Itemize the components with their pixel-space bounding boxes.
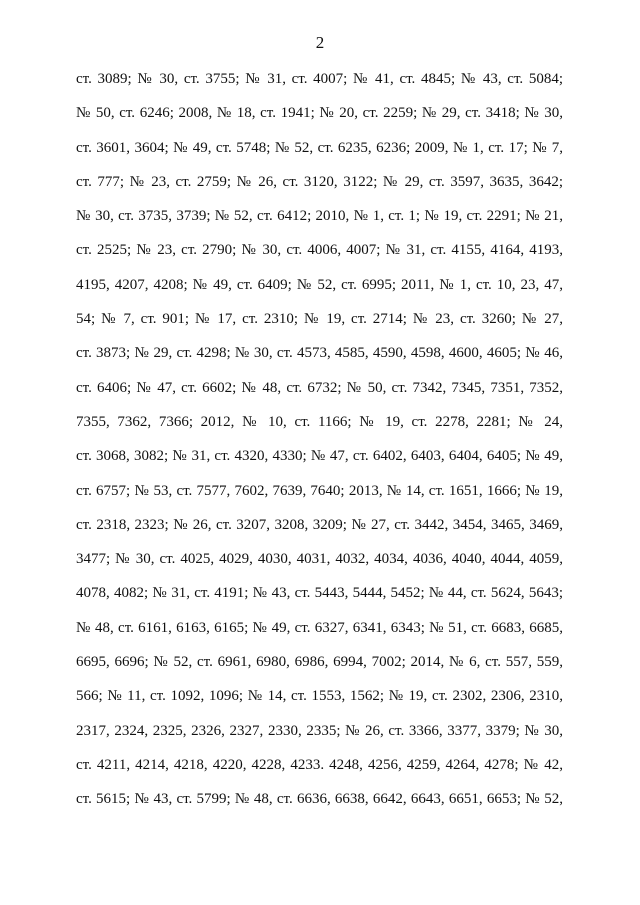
text-line: № 48, ст. 6161, 6163, 6165; № 49, ст. 6327, 6341, 6343; № 51, ст. 6683, 6685, [76,619,563,636]
text-line: 4195, 4207, 4208; № 49, ст. 6409; № 52, ст. 6995; 2011, № 1, ст. 10, 23, 47, [76,276,563,293]
text-line: 4078, 4082; № 31, ст. 4191; № 43, ст. 5443, 5444, 5452; № 44, ст. 5624, 5643; [76,585,563,602]
text-line: 2317, 2324, 2325, 2326, 2327, 2330, 2335; № 26, ст. 3366, 3377, 3379; № 30, [76,722,563,739]
text-line: ст. 6406; № 47, ст. 6602; № 48, ст. 6732; № 50, ст. 7342, 7345, 7351, 7352, [76,379,563,396]
text-line: ст. 2525; № 23, ст. 2790; № 30, ст. 4006, 4007; № 31, ст. 4155, 4164, 4193, [76,242,563,259]
text-line: 3477; № 30, ст. 4025, 4029, 4030, 4031, 4032, 4034, 4036, 4040, 4044, 4059, [76,551,563,568]
page-number: 2 [315,33,325,52]
text-line: ст. 3873; № 29, ст. 4298; № 30, ст. 4573, 4585, 4590, 4598, 4600, 4605; № 46, [76,345,563,362]
text-line: ст. 2318, 2323; № 26, ст. 3207, 3208, 3209; № 27, ст. 3442, 3454, 3465, 3469, [76,516,563,533]
text-line: ст. 777; № 23, ст. 2759; № 26, ст. 3120, 3122; № 29, ст. 3597, 3635, 3642; [76,173,563,190]
text-line: ст. 4211, 4214, 4218, 4220, 4228, 4233. 4248, 4256, 4259, 4264, 4278; № 42, [76,756,563,773]
text-line: № 50, ст. 6246; 2008, № 18, ст. 1941; № 20, ст. 2259; № 29, ст. 3418; № 30, [76,105,563,122]
text-line: ст. 3068, 3082; № 31, ст. 4320, 4330; № 47, ст. 6402, 6403, 6404, 6405; № 49, [76,448,563,465]
text-line: 54; № 7, ст. 901; № 17, ст. 2310; № 19, ст. 2714; № 23, ст. 3260; № 27, [76,311,563,328]
text-line: ст. 6757; № 53, ст. 7577, 7602, 7639, 7640; 2013, № 14, ст. 1651, 1666; № 19, [76,482,563,499]
text-line: 7355, 7362, 7366; 2012, № 10, ст. 1166; № 19, ст. 2278, 2281; № 24, [76,413,563,430]
text-line: ст. 3089; № 30, ст. 3755; № 31, ст. 4007; № 41, ст. 4845; № 43, ст. 5084; [76,71,563,87]
text-line: 566; № 11, ст. 1092, 1096; № 14, ст. 1553, 1562; № 19, ст. 2302, 2306, 2310, [76,688,563,705]
body-text [76,62,563,817]
text-line: ст. 3601, 3604; № 49, ст. 5748; № 52, ст. 6235, 6236; 2009, № 1, ст. 17; № 7, [76,139,563,156]
text-line: ст. 5615; № 43, ст. 5799; № 48, ст. 6636, 6638, 6642, 6643, 6651, 6653; № 52, [76,791,563,808]
text-line: 6695, 6696; № 52, ст. 6961, 6980, 6986, 6994, 7002; 2014, № 6, ст. 557, 559, [76,654,563,671]
text-line: № 30, ст. 3735, 3739; № 52, ст. 6412; 2010, № 1, ст. 1; № 19, ст. 2291; № 21, [76,208,563,225]
